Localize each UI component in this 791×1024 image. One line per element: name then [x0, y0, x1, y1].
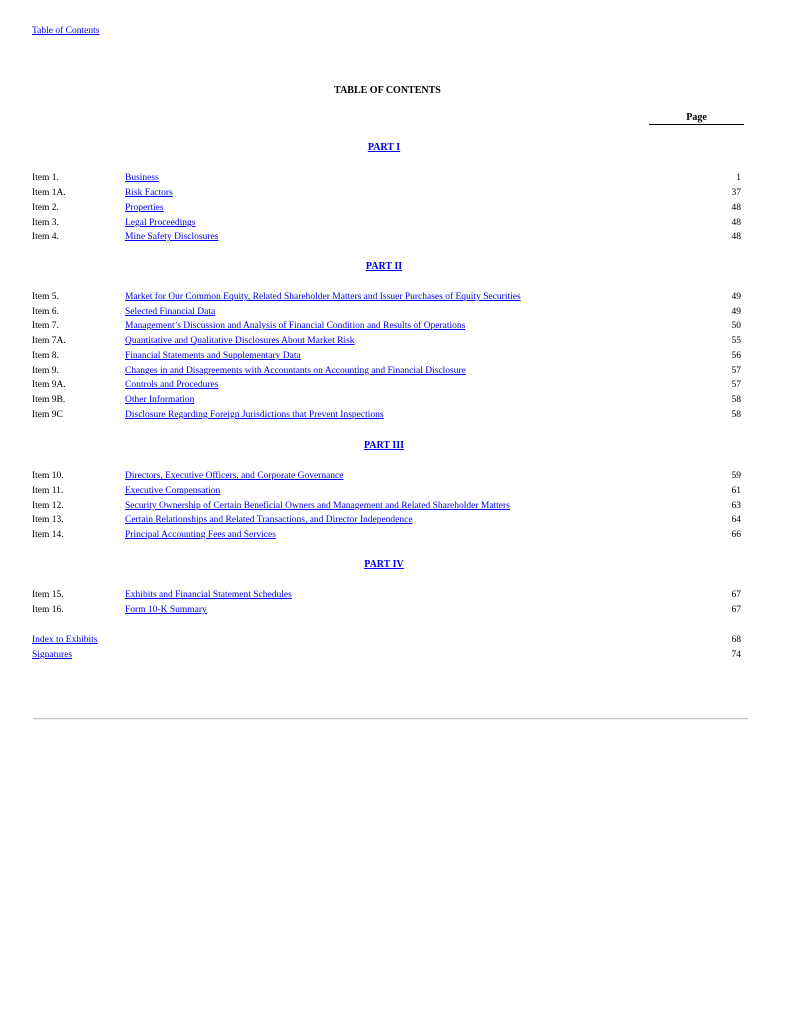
- item-number: Item 5.: [32, 292, 59, 302]
- item-title-link[interactable]: Financial Statements and Supplementary Data: [125, 351, 301, 361]
- item-number: Item 1.: [32, 173, 59, 183]
- item-number: Item 7.: [32, 321, 59, 331]
- toc-row: [32, 484, 743, 498]
- item-title-link[interactable]: Principal Accounting Fees and Services: [125, 530, 276, 540]
- page-number: 74: [731, 650, 741, 660]
- toc-row: [32, 408, 743, 422]
- part-iv-link[interactable]: PART IV: [364, 559, 404, 570]
- page-number: 67: [731, 590, 741, 600]
- part-heading-1: [0, 142, 768, 153]
- item-number: Item 1A.: [32, 188, 66, 198]
- item-title-link[interactable]: Selected Financial Data: [125, 307, 216, 317]
- toc-row: [32, 588, 743, 602]
- page-number: 66: [731, 530, 741, 540]
- toc-row: [32, 528, 743, 542]
- page-number: 49: [731, 307, 741, 317]
- toc-row: [32, 290, 743, 304]
- page-number: 1: [736, 173, 741, 183]
- index-to-exhibits-link[interactable]: Index to Exhibits: [32, 635, 98, 645]
- item-number: Item 10.: [32, 471, 64, 481]
- toc-row: [32, 603, 743, 617]
- signatures-link[interactable]: Signatures: [32, 650, 73, 660]
- page-number: 68: [731, 635, 741, 645]
- item-number: Item 8.: [32, 351, 59, 361]
- item-number: Item 9A.: [32, 380, 66, 390]
- item-number: Item 4.: [32, 232, 59, 242]
- item-number: Item 13.: [32, 515, 64, 525]
- item-number: Item 11.: [32, 486, 64, 496]
- item-number: Item 2.: [32, 203, 59, 213]
- toc-row: [32, 216, 743, 230]
- part-iii-link[interactable]: PART III: [363, 440, 405, 451]
- page-number: 63: [731, 501, 741, 511]
- item-number: Item 9B.: [32, 395, 66, 405]
- page-number: 55: [731, 336, 741, 346]
- toc-row: [32, 469, 743, 483]
- item-title-link[interactable]: Business: [125, 173, 159, 183]
- item-number: Item 16.: [32, 605, 64, 615]
- toc-row: [32, 201, 743, 215]
- item-title-link[interactable]: Form 10-K Summary: [125, 605, 207, 615]
- page-number: 58: [731, 410, 741, 420]
- page-number: 48: [731, 232, 741, 242]
- table-of-contents-link[interactable]: Table of Contents: [32, 26, 100, 36]
- page-number: 64: [731, 515, 741, 525]
- item-number: Item 9C: [32, 410, 63, 420]
- page-number: 37: [731, 188, 741, 198]
- page-number: 56: [731, 351, 741, 361]
- part-heading-3: [0, 440, 768, 451]
- item-title-link[interactable]: Market for Our Common Equity, Related Shareholder Matters and Issuer Purchases of Equity Securities: [125, 292, 521, 302]
- page-number: 57: [731, 380, 741, 390]
- item-number: Item 6.: [32, 307, 59, 317]
- item-title-link[interactable]: Disclosure Regarding Foreign Jurisdictions that Prevent Inspections: [125, 410, 384, 420]
- page-number: 67: [731, 605, 741, 615]
- item-title-link[interactable]: Certain Relationships and Related Transactions, and Director Independence: [125, 515, 413, 525]
- part-i-link[interactable]: PART I: [367, 142, 401, 153]
- page-number: 57: [731, 366, 741, 376]
- toc-row: [32, 378, 743, 392]
- toc-row: [32, 171, 743, 185]
- item-title-link[interactable]: Risk Factors: [125, 188, 173, 198]
- item-title-link[interactable]: Changes in and Disagreements with Accountants on Accounting and Financial Disclosure: [125, 366, 466, 376]
- item-number: Item 9.: [32, 366, 59, 376]
- page-number: 48: [731, 203, 741, 213]
- item-title-link[interactable]: Security Ownership of Certain Beneficial Owners and Management and Related Shareholder Matters: [125, 501, 510, 511]
- item-title-link[interactable]: Other Information: [125, 395, 195, 405]
- toc-row: [32, 513, 743, 527]
- page-divider: [33, 718, 748, 719]
- document-title: TABLE OF CONTENTS: [334, 85, 441, 96]
- item-number: Item 14.: [32, 530, 64, 540]
- item-title-link[interactable]: Mine Safety Disclosures: [125, 232, 219, 242]
- part-heading-4: [0, 559, 768, 570]
- item-title-link[interactable]: Directors, Executive Officers, and Corporate Governance: [125, 471, 344, 481]
- item-title-link[interactable]: Quantitative and Qualitative Disclosures About Market Risk: [125, 336, 355, 346]
- part-ii-link[interactable]: PART II: [365, 261, 403, 272]
- page-number: 49: [731, 292, 741, 302]
- toc-row: [32, 305, 743, 319]
- item-number: Item 12.: [32, 501, 64, 511]
- page-number: 48: [731, 218, 741, 228]
- part-heading-2: [0, 261, 768, 272]
- toc-row-extra: [32, 633, 743, 647]
- page-number: 61: [731, 486, 741, 496]
- item-number: Item 3.: [32, 218, 59, 228]
- toc-row: [32, 186, 743, 200]
- toc-row-extra: [32, 648, 743, 662]
- item-title-link[interactable]: Legal Proceedings: [125, 218, 196, 228]
- toc-row: [32, 334, 743, 348]
- item-number: Item 7A.: [32, 336, 66, 346]
- page-number: 59: [731, 471, 741, 481]
- item-title-link[interactable]: Management’s Discussion and Analysis of Financial Condition and Results of Operations: [125, 321, 466, 331]
- page-number: 50: [731, 321, 741, 331]
- toc-row: [32, 499, 743, 513]
- item-number: Item 15.: [32, 590, 64, 600]
- item-title-link[interactable]: Executive Compensation: [125, 486, 221, 496]
- page-number: 58: [731, 395, 741, 405]
- toc-row: [32, 364, 743, 378]
- toc-row: [32, 393, 743, 407]
- item-title-link[interactable]: Exhibits and Financial Statement Schedules: [125, 590, 292, 600]
- toc-row: [32, 349, 743, 363]
- item-title-link[interactable]: Properties: [125, 203, 164, 213]
- toc-row: [32, 319, 743, 333]
- page-column-header: Page: [649, 112, 744, 125]
- toc-row: [32, 230, 743, 244]
- item-title-link[interactable]: Controls and Procedures: [125, 380, 219, 390]
